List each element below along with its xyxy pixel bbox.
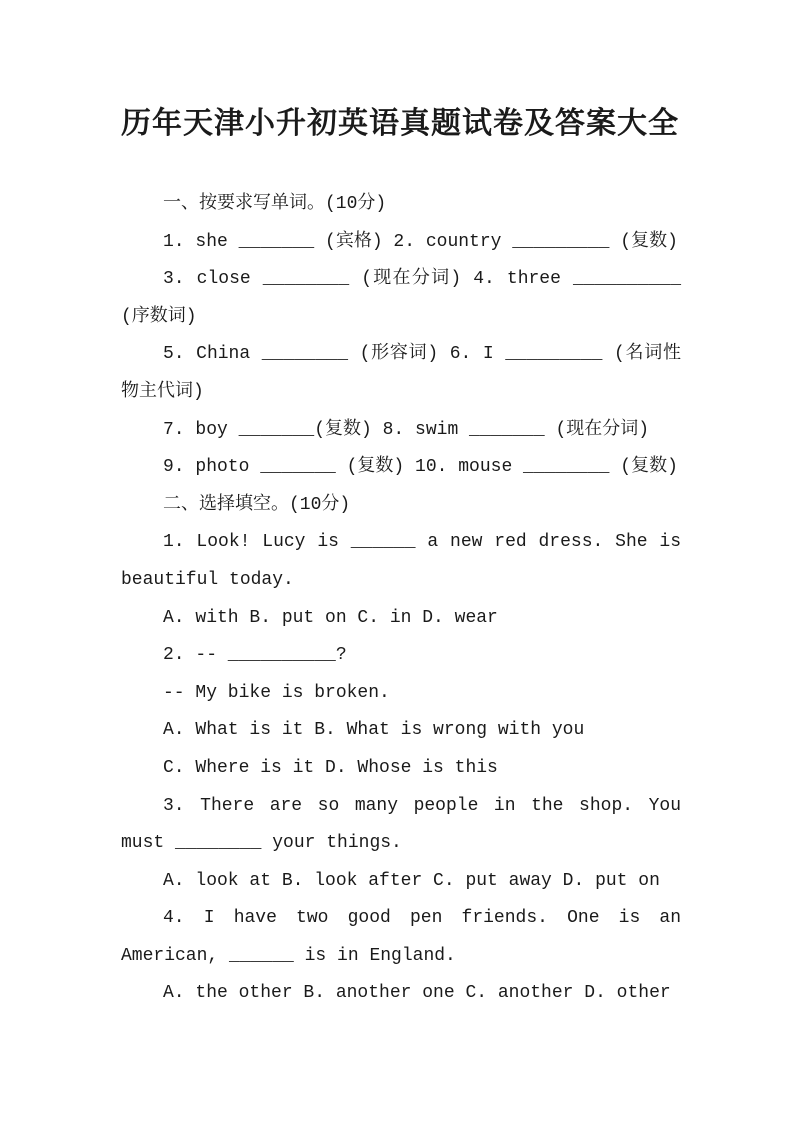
question-line: 4. I have two good pen friends. One is an American, ______ is in England. bbox=[121, 908, 681, 966]
question-line: 2. -- __________? bbox=[163, 645, 347, 666]
answer-options: C. Where is it D. Whose is this bbox=[163, 757, 498, 778]
answer-options: A. with B. put on C. in D. wear bbox=[163, 607, 498, 628]
question-line: 3. close ________ (现在分词) 4. three __________ (序数词) bbox=[121, 269, 681, 327]
document-body bbox=[121, 186, 681, 1013]
question-line: 3. There are so many people in the shop. You must ________ your things. bbox=[121, 795, 681, 854]
answer-options: A. What is it B. What is wrong with you bbox=[163, 720, 585, 741]
answer-options: A. look at B. look after C. put away D. put on bbox=[163, 870, 660, 891]
document-title: 历年天津小升初英语真题试卷及答案大全 bbox=[121, 106, 679, 141]
question-line: 9. photo _______ (复数) 10. mouse ________ (复数) bbox=[163, 457, 678, 478]
dialogue-line: -- My bike is broken. bbox=[163, 682, 390, 703]
question-line: 1. Look! Lucy is ______ a new red dress. She is beautiful today. bbox=[121, 532, 681, 590]
question-line: 5. China ________ (形容词) 6. I _________ (名词性物主代词) bbox=[121, 344, 681, 402]
question-line: 1. she _______ (宾格) 2. country _________ (复数) bbox=[163, 231, 678, 252]
answer-options: A. the other B. another one C. another D. other bbox=[163, 983, 671, 1004]
question-line: 7. boy _______(复数) 8. swim _______ (现在分词) bbox=[163, 419, 650, 440]
section-heading-2: 二、选择填空。(10分) bbox=[163, 494, 351, 515]
section-heading-1: 一、按要求写单词。(10分) bbox=[163, 194, 387, 214]
